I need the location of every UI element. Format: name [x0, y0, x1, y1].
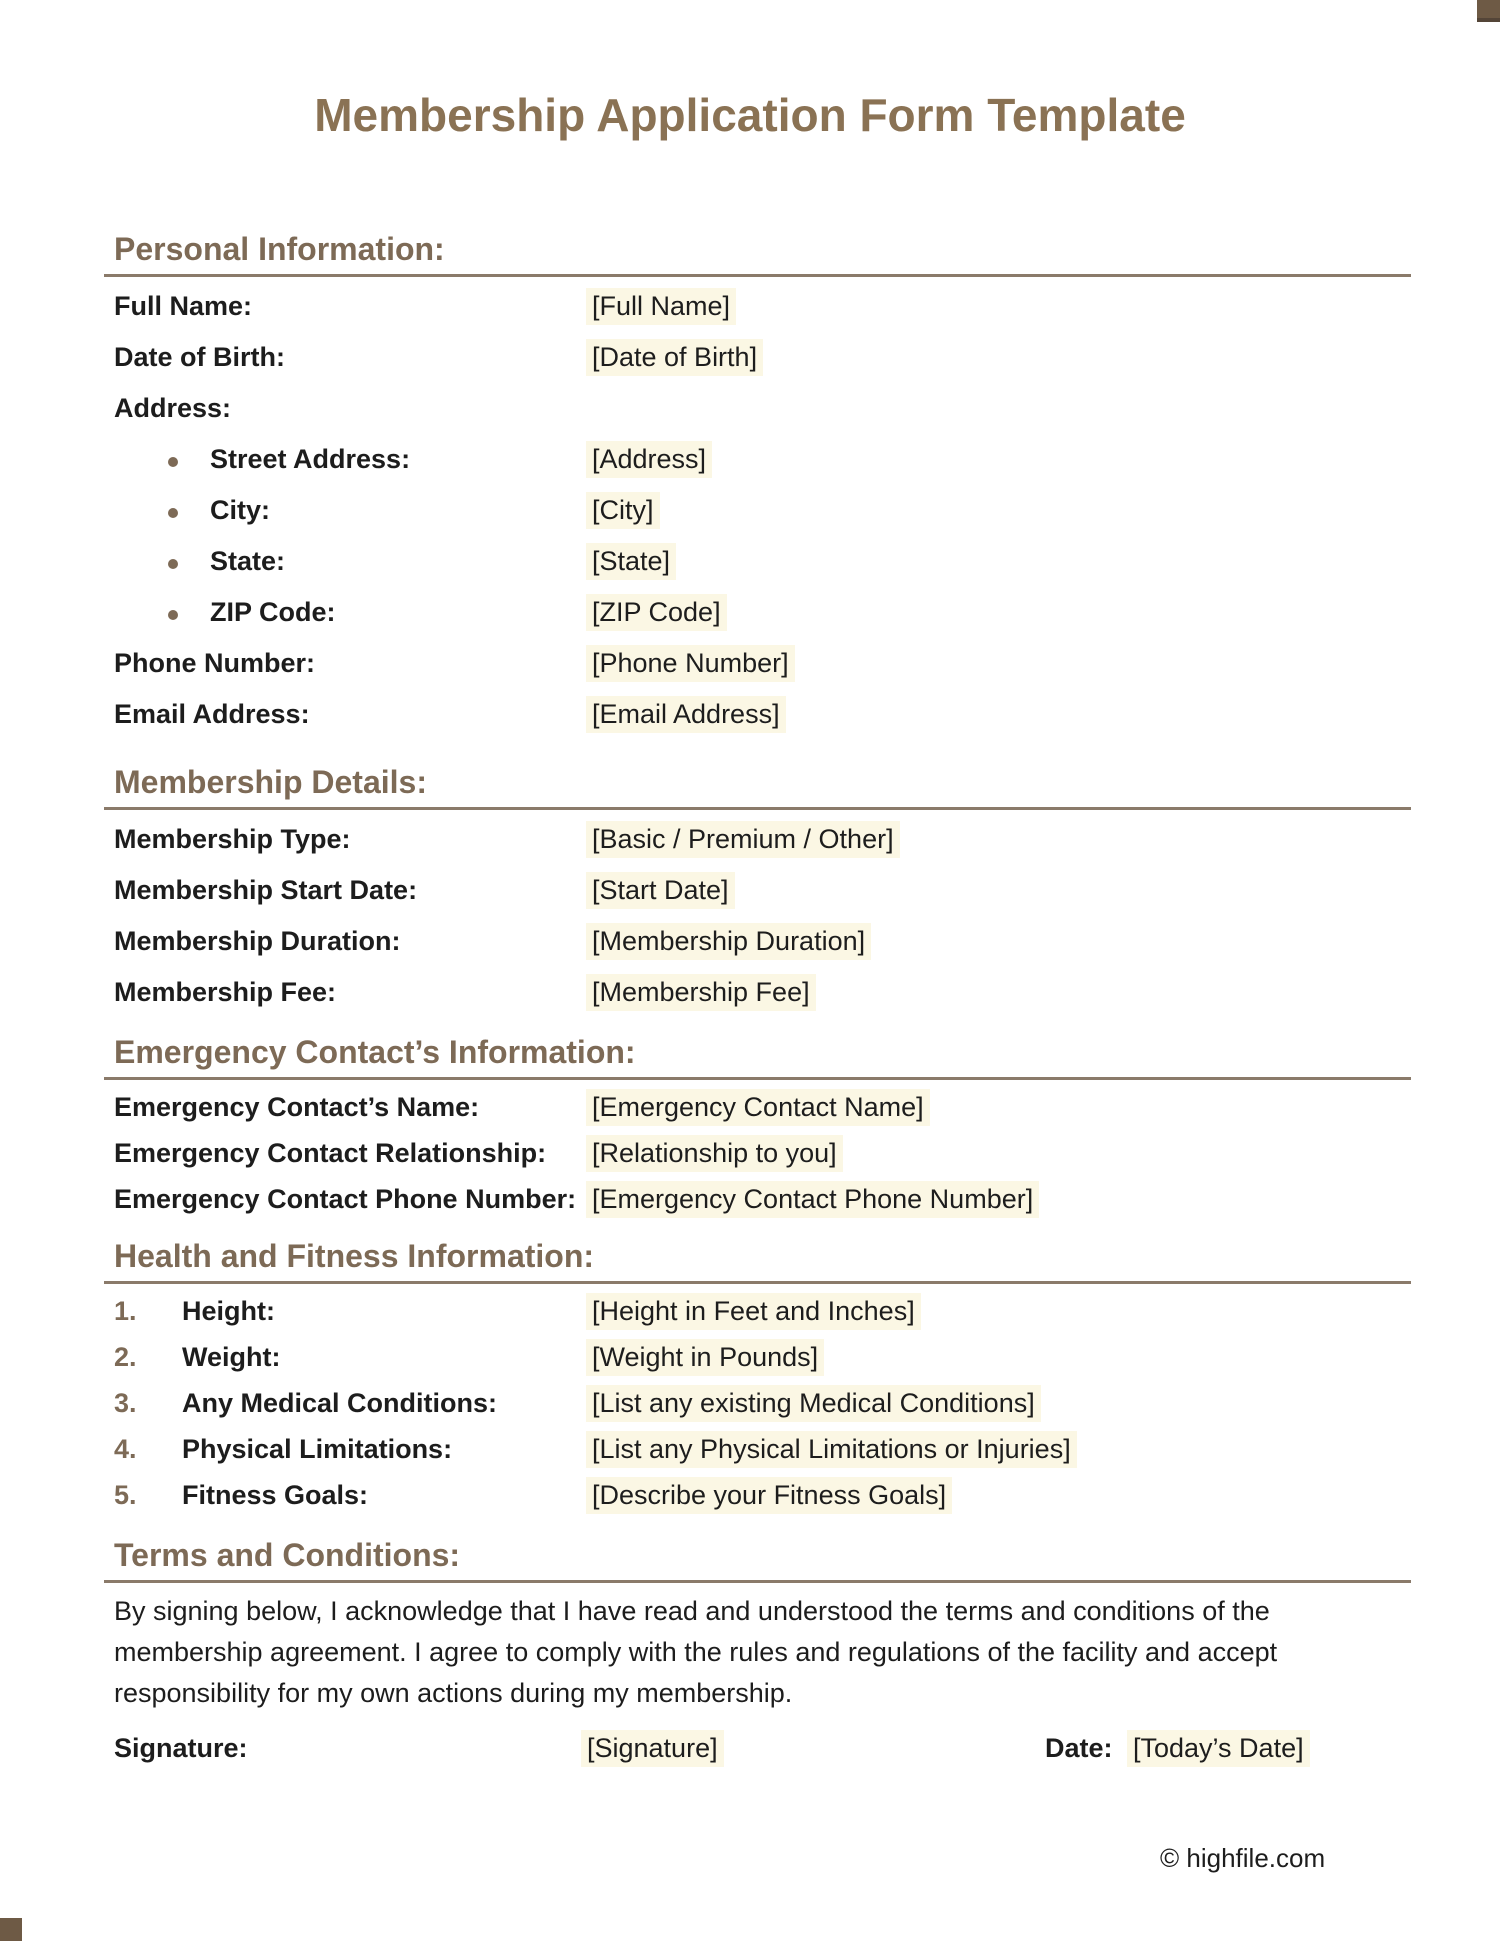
field-value-cell	[586, 1431, 1411, 1468]
list-number: 2.	[114, 1341, 137, 1372]
emergency-contact-name-label: Emergency Contact’s Name:	[114, 1091, 480, 1122]
row-address	[104, 383, 1411, 434]
signature-label: Signature:	[114, 1732, 248, 1763]
section-divider	[104, 1077, 1411, 1080]
state-label: State:	[210, 546, 286, 576]
field-value-cell	[586, 696, 1411, 733]
field-value-cell	[581, 1730, 1039, 1767]
field-label-cell	[1039, 1733, 1127, 1764]
terms-line: By signing below, I acknowledge that I have read and understood the terms and conditions of the	[114, 1596, 1270, 1626]
section-divider	[104, 274, 1411, 277]
phone-number-field[interactable]: [Phone Number]	[586, 645, 795, 682]
section-rows-health-fitness	[104, 1288, 1411, 1518]
zip-code-label: ZIP Code:	[210, 597, 336, 627]
section-rows-emergency-contact	[104, 1084, 1411, 1222]
phone-number-label: Phone Number:	[114, 648, 316, 678]
row-emergency-contact-name	[104, 1084, 1411, 1130]
field-label-cell	[104, 1184, 586, 1215]
row-height	[104, 1288, 1411, 1334]
field-label-cell	[104, 1388, 586, 1419]
row-weight	[104, 1334, 1411, 1380]
bullet-icon	[168, 559, 178, 569]
signature-field[interactable]: [Signature]	[581, 1730, 724, 1767]
page-title: Membership Application Form Template	[314, 89, 1186, 141]
date-field[interactable]: [Today’s Date]	[1127, 1730, 1310, 1767]
emergency-contact-relationship-field[interactable]: [Relationship to you]	[586, 1135, 843, 1172]
fitness-goals-label: Fitness Goals:	[182, 1479, 369, 1510]
membership-duration-label: Membership Duration:	[114, 926, 401, 956]
row-phone-number	[104, 638, 1411, 689]
field-value-cell	[586, 594, 1411, 631]
full-name-label: Full Name:	[114, 291, 253, 321]
field-label-cell	[104, 1092, 586, 1123]
field-value-cell	[586, 1135, 1411, 1172]
membership-start-date-label: Membership Start Date:	[114, 875, 418, 905]
full-name-field[interactable]: [Full Name]	[586, 288, 736, 325]
date-of-birth-field[interactable]: [Date of Birth]	[586, 339, 763, 376]
row-street-address	[104, 434, 1411, 485]
field-value-cell	[586, 872, 1411, 909]
row-membership-start-date	[104, 865, 1411, 916]
physical-limitations-field[interactable]: [List any Physical Limitations or Injuries]	[586, 1431, 1077, 1468]
field-label-cell	[104, 875, 586, 906]
row-membership-duration	[104, 916, 1411, 967]
field-label-cell	[104, 1480, 586, 1511]
field-label-cell	[104, 1138, 586, 1169]
list-number: 1.	[114, 1295, 137, 1326]
field-value-cell	[586, 1339, 1411, 1376]
field-value-cell	[586, 974, 1411, 1011]
emergency-contact-phone-label: Emergency Contact Phone Number:	[114, 1183, 577, 1214]
field-value-cell	[586, 1181, 1411, 1218]
row-date-of-birth	[104, 332, 1411, 383]
terms-paragraph	[104, 1591, 1411, 1714]
row-emergency-contact-phone	[104, 1176, 1411, 1222]
field-label-cell	[104, 699, 586, 730]
bullet-icon	[168, 508, 178, 518]
field-label-cell	[104, 546, 586, 577]
zip-code-field[interactable]: [ZIP Code]	[586, 594, 727, 631]
membership-start-date-field[interactable]: [Start Date]	[586, 872, 735, 909]
row-zip-code	[104, 587, 1411, 638]
row-city	[104, 485, 1411, 536]
section-heading-emergency-contact: Emergency Contact’s Information:	[114, 1034, 636, 1070]
row-state	[104, 536, 1411, 587]
state-field[interactable]: [State]	[586, 543, 676, 580]
corner-square-bottom-left	[0, 1918, 22, 1941]
field-label-cell	[104, 495, 586, 526]
terms-line: membership agreement. I agree to comply with the rules and regulations of the facility and accept	[114, 1637, 1278, 1667]
street-address-field[interactable]: [Address]	[586, 441, 712, 478]
field-label-cell	[104, 597, 586, 628]
membership-duration-field[interactable]: [Membership Duration]	[586, 923, 871, 960]
field-label-cell	[104, 1434, 586, 1465]
field-value-cell	[586, 492, 1411, 529]
list-number: 4.	[114, 1433, 137, 1464]
street-address-label: Street Address:	[210, 444, 411, 474]
field-label-cell	[104, 342, 586, 373]
date-of-birth-label: Date of Birth:	[114, 342, 285, 372]
row-physical-limitations	[104, 1426, 1411, 1472]
field-value-cell	[586, 339, 1411, 376]
field-label-cell	[104, 824, 586, 855]
email-address-field[interactable]: [Email Address]	[586, 696, 786, 733]
medical-conditions-field[interactable]: [List any existing Medical Conditions]	[586, 1385, 1041, 1422]
section-heading-terms-conditions: Terms and Conditions:	[114, 1537, 461, 1573]
field-value-cell	[586, 441, 1411, 478]
field-value-cell	[586, 645, 1411, 682]
field-label-cell	[104, 1733, 581, 1764]
row-full-name	[104, 281, 1411, 332]
section-divider	[104, 807, 1411, 810]
field-label-cell	[104, 291, 586, 322]
section-rows-membership-details	[104, 814, 1411, 1018]
membership-type-field[interactable]: [Basic / Premium / Other]	[586, 821, 900, 858]
physical-limitations-label: Physical Limitations:	[182, 1433, 453, 1464]
field-value-cell	[586, 1385, 1411, 1422]
field-label-cell	[104, 977, 586, 1008]
city-field[interactable]: [City]	[586, 492, 660, 529]
city-label: City:	[210, 495, 270, 525]
section-heading-personal-information: Personal Information:	[114, 231, 445, 267]
row-emergency-contact-relationship	[104, 1130, 1411, 1176]
field-value-cell	[586, 1293, 1411, 1330]
field-value-cell	[586, 821, 1411, 858]
form-content	[104, 229, 1411, 1772]
field-value-cell	[586, 288, 1411, 325]
membership-type-label: Membership Type:	[114, 824, 351, 854]
footer-credit: © highfile.com	[1160, 1843, 1326, 1873]
email-address-label: Email Address:	[114, 699, 310, 729]
corner-square-top-right	[1477, 0, 1500, 22]
emergency-contact-relationship-label: Emergency Contact Relationship:	[114, 1137, 547, 1168]
height-field[interactable]: [Height in Feet and Inches]	[586, 1293, 921, 1330]
list-number: 3.	[114, 1387, 137, 1418]
weight-field[interactable]: [Weight in Pounds]	[586, 1339, 824, 1376]
address-label: Address:	[114, 393, 232, 423]
field-label-cell	[104, 444, 586, 475]
row-membership-type	[104, 814, 1411, 865]
field-value-cell	[586, 923, 1411, 960]
section-heading-health-fitness: Health and Fitness Information:	[114, 1238, 595, 1274]
field-value-cell	[586, 543, 1411, 580]
field-label-cell	[104, 926, 586, 957]
membership-fee-label: Membership Fee:	[114, 977, 337, 1007]
section-divider	[104, 1580, 1411, 1583]
fitness-goals-field[interactable]: [Describe your Fitness Goals]	[586, 1477, 952, 1514]
field-value-cell	[586, 1477, 1411, 1514]
row-medical-conditions	[104, 1380, 1411, 1426]
signature-row	[104, 1724, 1411, 1772]
row-email-address	[104, 689, 1411, 740]
weight-label: Weight:	[182, 1341, 281, 1372]
field-label-cell	[104, 1296, 586, 1327]
row-membership-fee	[104, 967, 1411, 1018]
emergency-contact-phone-field[interactable]: [Emergency Contact Phone Number]	[586, 1181, 1039, 1218]
field-label-cell	[104, 393, 586, 424]
bullet-icon	[168, 457, 178, 467]
row-fitness-goals	[104, 1472, 1411, 1518]
field-value-cell	[586, 1089, 1411, 1126]
medical-conditions-label: Any Medical Conditions:	[182, 1387, 498, 1418]
section-divider	[104, 1281, 1411, 1284]
field-value-cell	[1127, 1730, 1411, 1767]
emergency-contact-name-field[interactable]: [Emergency Contact Name]	[586, 1089, 930, 1126]
field-label-cell	[104, 648, 586, 679]
membership-fee-field[interactable]: [Membership Fee]	[586, 974, 816, 1011]
height-label: Height:	[182, 1295, 275, 1326]
section-rows-personal-information	[104, 281, 1411, 740]
field-label-cell	[104, 1342, 586, 1373]
bullet-icon	[168, 610, 178, 620]
date-label: Date:	[1045, 1732, 1113, 1763]
list-number: 5.	[114, 1479, 137, 1510]
terms-line: responsibility for my own actions during my membership.	[114, 1678, 793, 1708]
section-heading-membership-details: Membership Details:	[114, 764, 427, 800]
